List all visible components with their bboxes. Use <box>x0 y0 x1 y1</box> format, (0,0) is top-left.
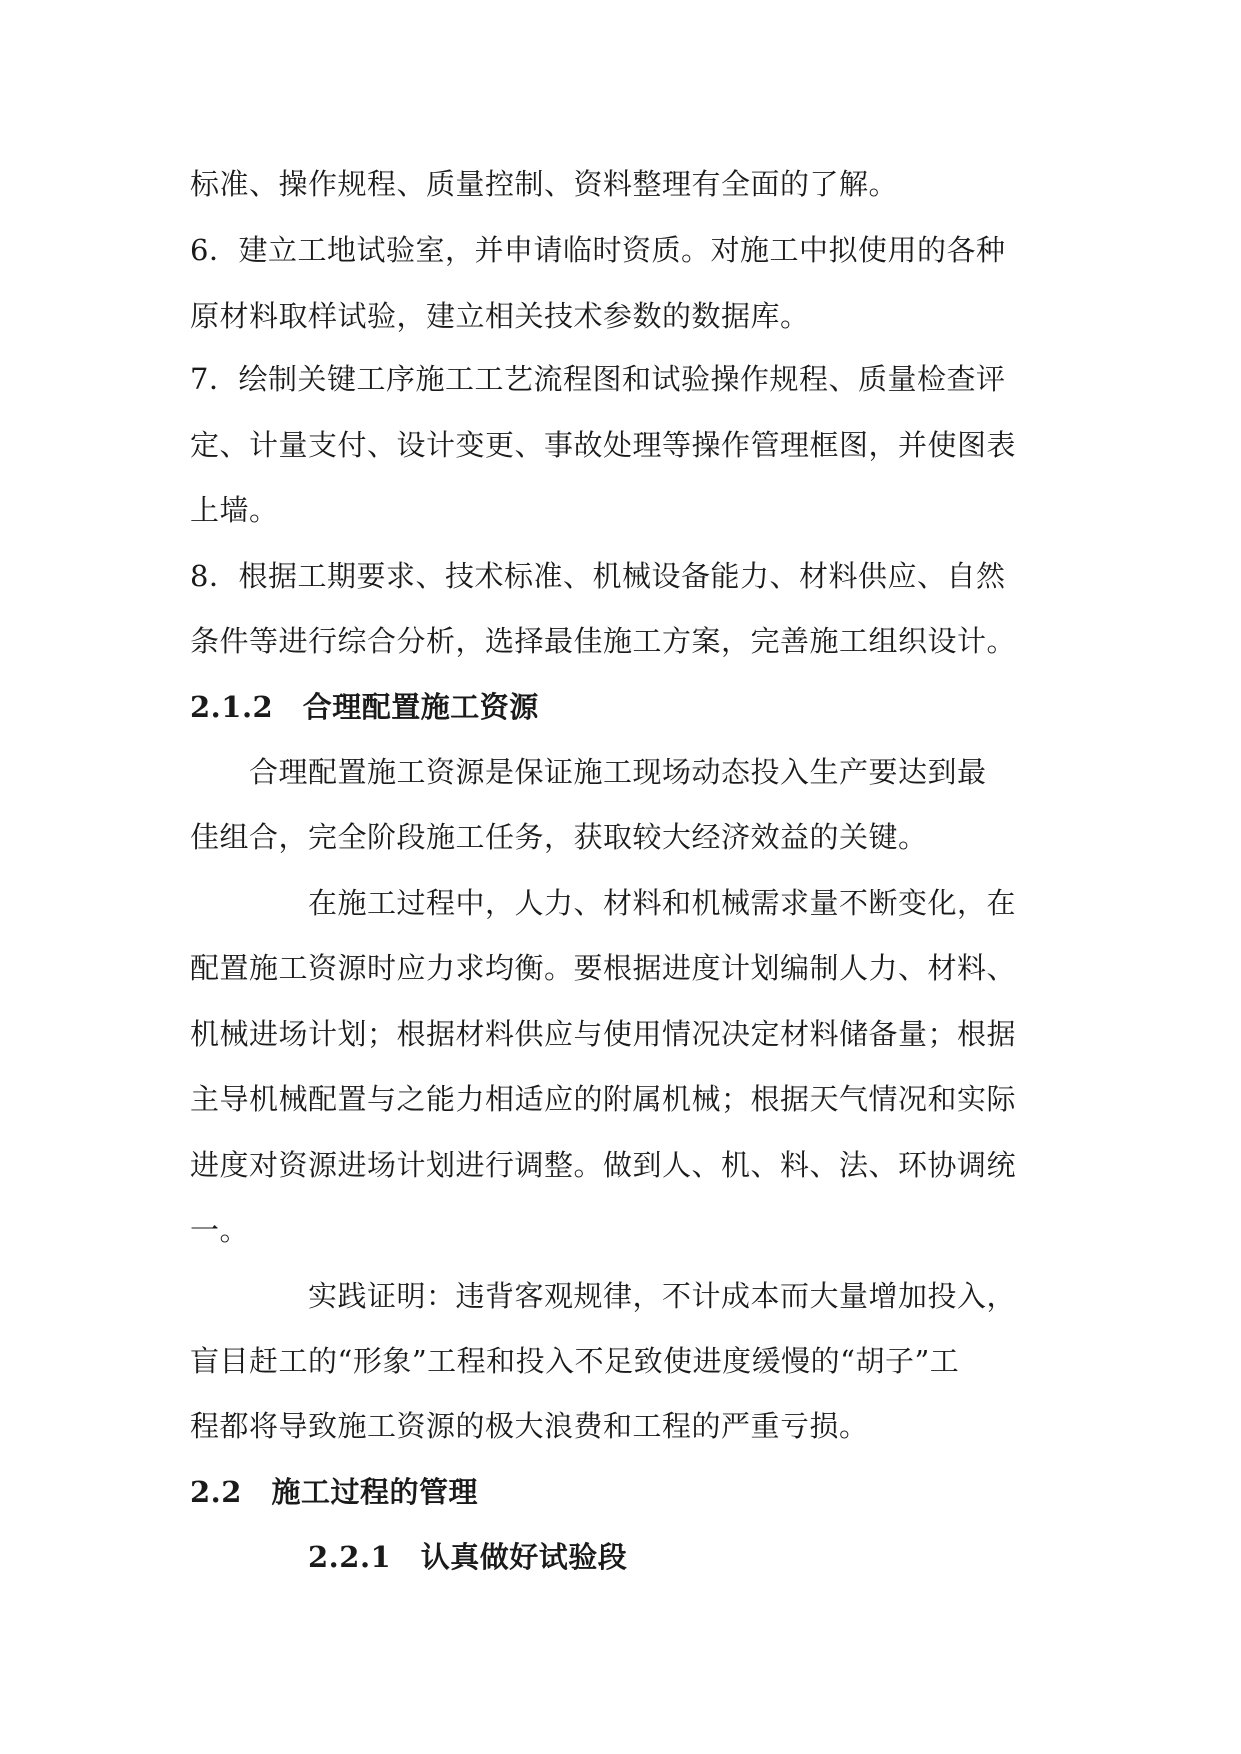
paragraph-line: 机械进场计划；根据材料供应与使用情况决定材料储备量；根据 <box>190 1017 1017 1051</box>
section-heading-2-1-2: 2.1.2 合理配置施工资源 <box>190 690 539 724</box>
paragraph-line: 进度对资源进场计划进行调整。做到人、机、料、法、环协调统 <box>190 1148 1017 1182</box>
paragraph-line: 一。 <box>190 1213 250 1247</box>
section-heading-2-2: 2.2 施工过程的管理 <box>190 1475 478 1509</box>
paragraph-line: 合理配置施工资源是保证施工现场动态投入生产要达到最 <box>190 755 987 789</box>
paragraph-line: 主导机械配置与之能力相适应的附属机械；根据天气情况和实际 <box>190 1082 1017 1116</box>
paragraph-line: 佳组合，完全阶段施工任务，获取较大经济效益的关键。 <box>190 820 928 854</box>
list-item-6: 6．建立工地试验室，并申请临时资质。对施工中拟使用的各种 <box>190 233 1006 267</box>
text-line: 上墙。 <box>190 493 279 527</box>
paragraph-line: 配置施工资源时应力求均衡。要根据进度计划编制人力、材料、 <box>190 951 1017 985</box>
list-item-8: 8．根据工期要求、技术标准、机械设备能力、材料供应、自然 <box>190 559 1006 593</box>
paragraph-line: 实践证明：违背客观规律，不计成本而大量增加投入， <box>190 1279 1017 1313</box>
section-heading-2-2-1: 2.2.1 认真做好试验段 <box>190 1540 628 1574</box>
text-line: 定、计量支付、设计变更、事故处理等操作管理框图，并使图表 <box>190 428 1017 462</box>
text-line: 标准、操作规程、质量控制、资料整理有全面的了解。 <box>190 167 899 201</box>
paragraph-line: 程都将导致施工资源的极大浪费和工程的严重亏损。 <box>190 1409 869 1443</box>
text-line: 条件等进行综合分析，选择最佳施工方案，完善施工组织设计。 <box>190 624 1017 658</box>
paragraph-line: 盲目赶工的“形象”工程和投入不足致使进度缓慢的“胡子”工 <box>190 1344 960 1378</box>
paragraph-line: 在施工过程中，人力、材料和机械需求量不断变化，在 <box>190 886 1017 920</box>
list-item-7: 7．绘制关键工序施工工艺流程图和试验操作规程、质量检查评 <box>190 362 1006 396</box>
text-line: 原材料取样试验，建立相关技术参数的数据库。 <box>190 299 810 333</box>
